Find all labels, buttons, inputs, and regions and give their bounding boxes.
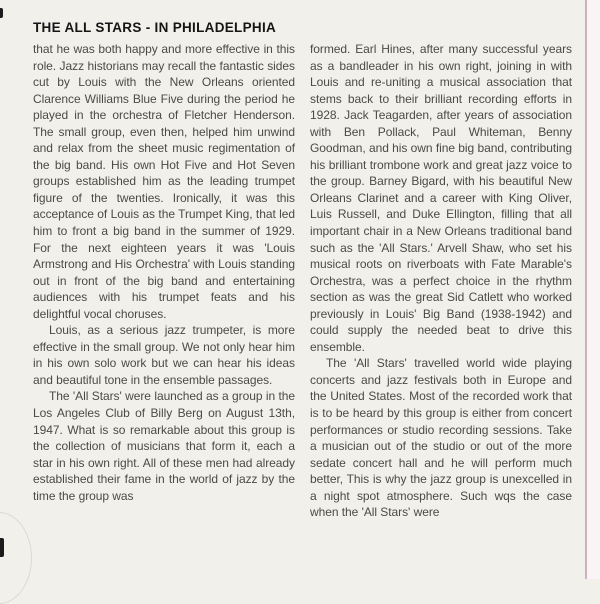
scan-crease-artifact (0, 512, 32, 604)
paragraph: The 'All Stars' travelled world wide playing concerts and jazz festivals both in Europe and the United States. Most of the recorded work that is to be heard by this group is either from concert performances or studio recording sessions. Take a musician out of the studio or out of the more sedate concert hall and he will perform much better, This is why the jazz group is unexcelled in a night spot atmosphere. Such wqs the case when the 'All Stars' were (310, 356, 572, 520)
right-column (310, 41, 572, 521)
paragraph: The 'All Stars' were launched as a group in the Los Angeles Club of Billy Berg on August 13th, 1947. What is so remarkable about this group is the collection of musicians that form it, each a star in his own right. All of these men had already established their fame in the world of jazz by the time the group was (33, 389, 295, 503)
paragraph: Louis, as a serious jazz trumpeter, is more effective in the small group. We not only hear him in his own solo work but we can hear his ideas and beautiful tone in the ensemble passages. (33, 323, 295, 387)
scan-mark-bottom-left (0, 538, 4, 557)
paragraph: that he was both happy and more effective in this role. Jazz historians may recall the fantastic sides cut by Louis with the New Orleans oriented Clarence Williams Blue Five during the period he played in the orchestra of Fletcher Henderson. The small group, even then, helped him unwind and relax from the sheet music regimentation of the big band. His own Hot Five and Hot Seven groups established him as the leading trumpet figure of the twenties. Ironically, it was this acceptance of Louis as the Trumpet King, that led him to front a big band in the summer of 1929. For the next eighteen years it was 'Louis Armstrong and His Orchestra' with Louis standing out in front of the big band and entertaining audiences with his trumpet feats and his delightful vocal choruses. (33, 42, 295, 321)
paragraph: formed. Earl Hines, after many successful years as a bandleader in his own right, joining in with Louis and re-uniting a musical association that stems back to their brilliant recording efforts in 1928. Jack Teagarden, after years of association with Ben Pollack, Paul Whiteman, Benny Goodman, and his own fine big band, contributing his brilliant trombone work and great jazz voice to the group. Barney Bigard, with his beautiful New Orleans Clarinet and a career with King Oliver, Luis Russell, and Duke Ellington, filling that all important chair in a New Orleans traditional band such as the 'All Stars.' Arvell Shaw, who set his musical roots on riverboats with Fate Marable's Orchestra, was a perfect choice in the rhythm section as was the great Sid Catlett who worked previously in Louis' Big Band (1938-1942) and could supply the needed beat to drive this ensemble. (310, 42, 572, 354)
left-column (33, 41, 295, 521)
page-title: THE ALL STARS - IN PHILADELPHIA (33, 20, 277, 36)
page-edge-strip (587, 0, 600, 579)
text-columns (33, 41, 572, 521)
scan-mark-top-left (0, 8, 3, 18)
